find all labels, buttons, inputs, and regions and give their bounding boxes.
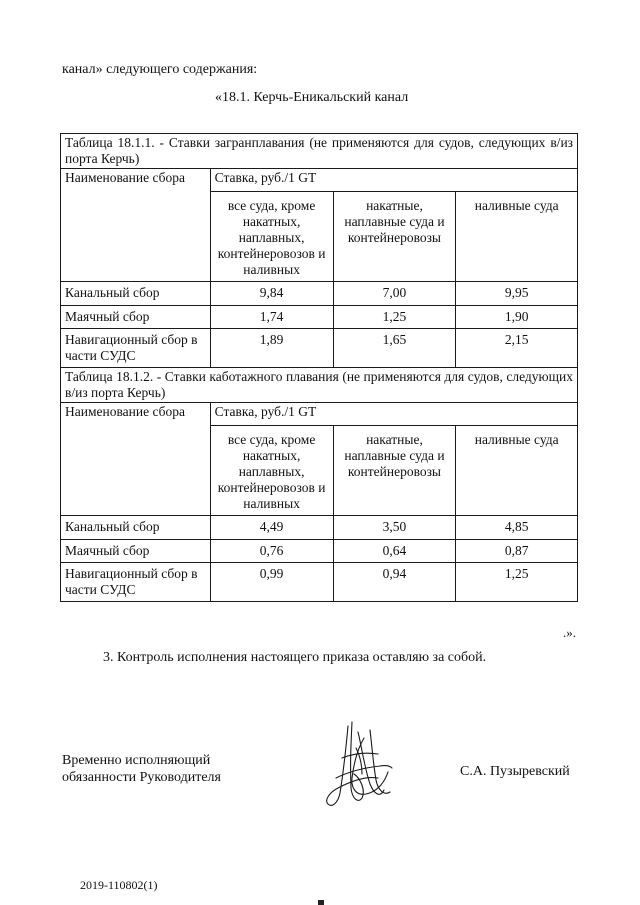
intro-line: канал» следующего содержания: xyxy=(62,62,258,77)
table-row xyxy=(61,329,578,368)
fee-value: 1,25 xyxy=(456,563,578,602)
fee-name: Навигационный сбор в части СУДС xyxy=(61,563,211,602)
signatory-title-line2: обязанности Руководителя xyxy=(62,770,221,785)
column-header-tankers: наливные суда xyxy=(456,426,578,516)
column-header-tankers: наливные суда xyxy=(456,192,578,282)
fee-name: Маячный сбор xyxy=(61,306,211,329)
signatory-name: С.А. Пузыревский xyxy=(460,764,570,779)
fee-value: 9,95 xyxy=(456,282,578,306)
fee-value: 3,50 xyxy=(333,516,456,540)
fee-value: 1,89 xyxy=(210,329,333,368)
fee-value: 1,25 xyxy=(333,306,456,329)
column-header-all-vessels: все суда, кроме накатных, наплавных, контейнеровозов и наливных xyxy=(210,426,333,516)
fee-name: Маячный сбор xyxy=(61,540,211,563)
column-header-roro-containers: накатные, наплавные суда и контейнеровозы xyxy=(333,192,456,282)
fee-value: 0,99 xyxy=(210,563,333,602)
column-header-all-vessels: все суда, кроме накатных, наплавных, контейнеровозов и наливных xyxy=(210,192,333,282)
rates-table xyxy=(60,133,578,602)
document-number: 2019-110802(1) xyxy=(80,878,158,892)
table-row xyxy=(61,540,578,563)
name-header-1: Наименование сбора xyxy=(61,169,211,282)
fee-name: Канальный сбор xyxy=(61,282,211,306)
section-heading: «18.1. Керчь-Еникальский канал xyxy=(215,90,409,105)
table-row xyxy=(61,563,578,602)
table-caption-2: Таблица 18.1.2. - Ставки каботажного плавания (не применяются для судов, следующих в/из порта Керчь) xyxy=(61,368,578,403)
rate-header-2: Ставка, руб./1 GT xyxy=(210,403,577,426)
fee-value: 0,64 xyxy=(333,540,456,563)
fee-value: 1,65 xyxy=(333,329,456,368)
rate-header-1: Ставка, руб./1 GT xyxy=(210,169,577,192)
fee-value: 0,87 xyxy=(456,540,578,563)
fee-value: 4,85 xyxy=(456,516,578,540)
name-header-2: Наименование сбора xyxy=(61,403,211,516)
fee-value: 9,84 xyxy=(210,282,333,306)
table-row xyxy=(61,306,578,329)
fee-value: 7,00 xyxy=(333,282,456,306)
fee-value: 2,15 xyxy=(456,329,578,368)
column-header-roro-containers: накатные, наплавные суда и контейнеровозы xyxy=(333,426,456,516)
fee-name: Навигационный сбор в части СУДС xyxy=(61,329,211,368)
fee-value: 0,94 xyxy=(333,563,456,602)
fee-value: 1,90 xyxy=(456,306,578,329)
table-caption-1: Таблица 18.1.1. - Ставки загранплавания (не применяются для судов, следующих в/из порта Керчь) xyxy=(61,134,578,169)
signatory-title xyxy=(62,752,221,786)
fee-value: 0,76 xyxy=(210,540,333,563)
signatory-title-line1: Временно исполняющий xyxy=(62,753,211,768)
paragraph-3: 3. Контроль исполнения настоящего приказа оставляю за собой. xyxy=(103,650,487,665)
table-row xyxy=(61,516,578,540)
handwritten-signature xyxy=(318,718,398,818)
scan-mark xyxy=(318,900,324,905)
fee-value: 4,49 xyxy=(210,516,333,540)
fee-value: 1,74 xyxy=(210,306,333,329)
table-closing-mark: .». xyxy=(563,625,576,640)
fee-name: Канальный сбор xyxy=(61,516,211,540)
table-row xyxy=(61,282,578,306)
